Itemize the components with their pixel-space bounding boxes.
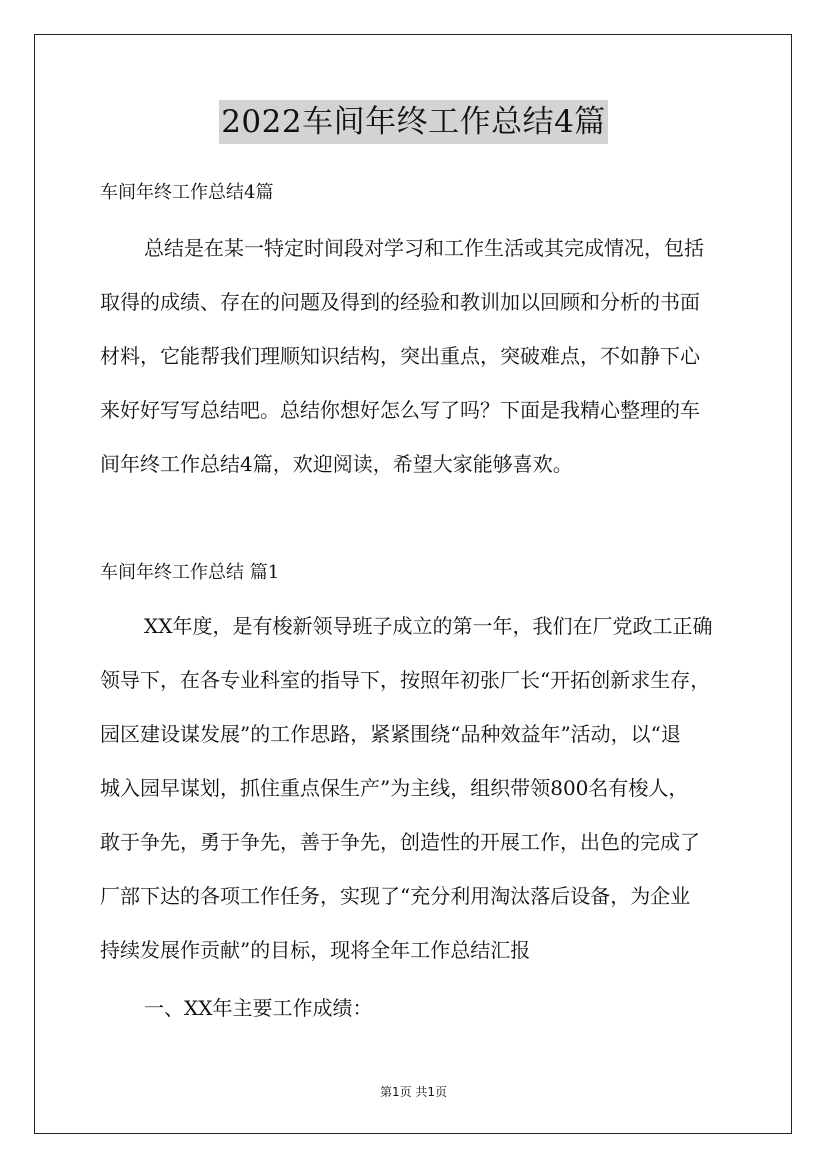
title-container bbox=[0, 100, 827, 144]
paragraph-line: 总结是在某一特定时间段对学习和工作生活或其完成情况，包括 bbox=[144, 236, 704, 260]
paragraph-line: 领导下，在各专业科室的指导下，按照年初张厂长“开拓创新求生存， bbox=[100, 668, 711, 692]
document-title: 2022车间年终工作总结4篇 bbox=[219, 100, 608, 144]
item-heading: 一、XX年主要工作成绩： bbox=[144, 996, 373, 1020]
paragraph-line: 取得的成绩、存在的问题及得到的经验和教训加以回顾和分析的书面 bbox=[100, 290, 700, 314]
document-subtitle: 车间年终工作总结4篇 bbox=[100, 182, 274, 203]
paragraph-line: 厂部下达的各项工作任务，实现了“充分利用淘汰落后设备，为企业 bbox=[100, 884, 691, 908]
intro-paragraph bbox=[100, 230, 730, 500]
paragraph-line: 来好好写写总结吧。总结你想好怎么写了吗？下面是我精心整理的车 bbox=[100, 398, 700, 422]
page-footer: 第1页 共1页 bbox=[379, 1085, 448, 1099]
section-paragraph bbox=[100, 608, 730, 986]
paragraph-line: 材料，它能帮我们理顺知识结构，突出重点，突破难点，不如静下心 bbox=[100, 344, 700, 368]
paragraph-line: XX年度，是有梭新领导班子成立的第一年，我们在厂党政工正确 bbox=[144, 614, 713, 638]
paragraph-line: 城入园早谋划，抓住重点保生产”为主线，组织带领800名有梭人， bbox=[100, 776, 689, 800]
section-heading: 车间年终工作总结 篇1 bbox=[100, 562, 280, 583]
paragraph-line: 园区建设谋发展”的工作思路，紧紧围绕“品种效益年”活动，以“退 bbox=[100, 722, 681, 746]
paragraph-line: 敢于争先，勇于争先，善于争先，创造性的开展工作，出色的完成了 bbox=[100, 830, 700, 854]
paragraph-line: 持续发展作贡献”的目标，现将全年工作总结汇报 bbox=[100, 938, 531, 962]
paragraph-line: 间年终工作总结4篇，欢迎阅读，希望大家能够喜欢。 bbox=[100, 452, 573, 476]
